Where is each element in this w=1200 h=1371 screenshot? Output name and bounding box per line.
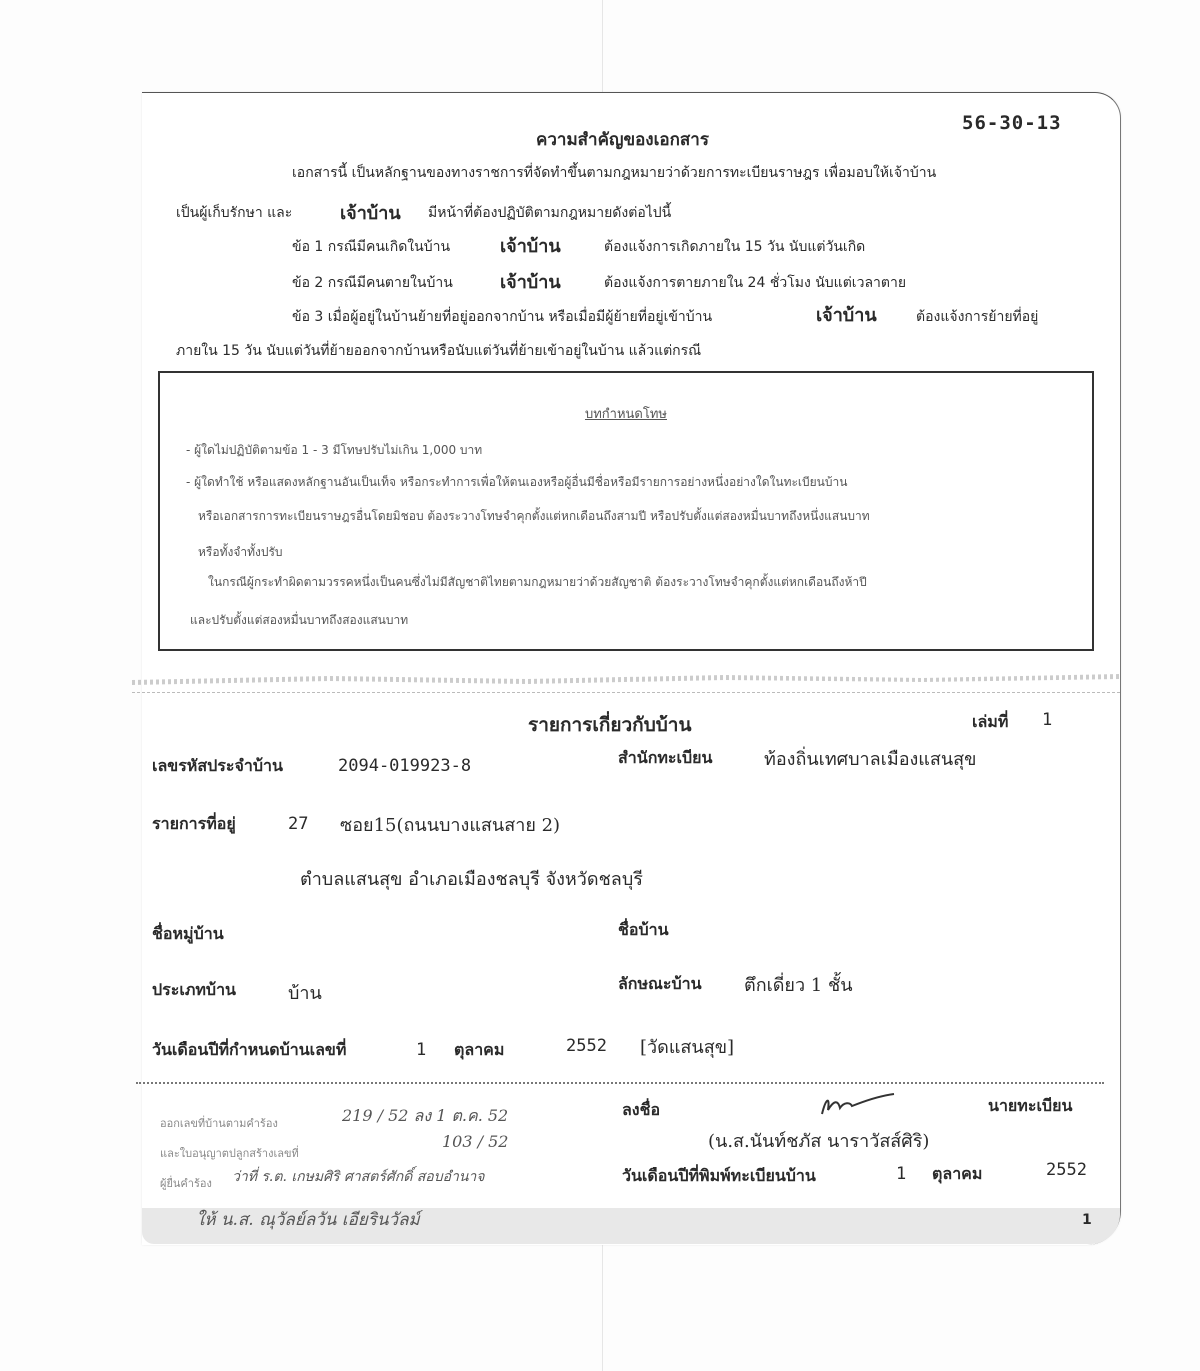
- assign-year: 2552: [566, 1036, 607, 1056]
- document-title: ความสำคัญของเอกสาร: [536, 130, 709, 150]
- penalty-line-6: และปรับตั้งแต่สองหมื่นบาทถึงสองแสนบาท: [190, 613, 409, 627]
- house-style-value: ตึกเดี่ยว 1 ชั้น: [744, 975, 853, 996]
- rule-3-key: เจ้าบ้าน: [816, 305, 877, 326]
- sign-label: ลงชื่อ: [622, 1100, 661, 1119]
- rule-2-text: ข้อ 2 กรณีมีคนตายในบ้าน: [292, 275, 453, 291]
- address-label: รายการที่อยู่: [152, 814, 236, 833]
- print-month: ตุลาคม: [932, 1164, 983, 1183]
- village-label: ชื่อหมู่บ้าน: [152, 924, 224, 943]
- print-year: 2552: [1046, 1160, 1087, 1180]
- rule-3-post: ต้องแจ้งการย้ายที่อยู่: [916, 309, 1039, 325]
- house-type-value: บ้าน: [288, 983, 322, 1004]
- intro-line-2b: เจ้าบ้าน: [340, 203, 401, 224]
- office-label: สำนักทะเบียน: [618, 748, 713, 767]
- assign-date-label: วันเดือนปีที่กำหนดบ้านเลขที่: [152, 1040, 347, 1059]
- intro-line-2a: เป็นผู้เก็บรักษา และ: [176, 205, 293, 221]
- house-type-label: ประเภทบ้าน: [152, 980, 236, 999]
- registrar-signature: [818, 1088, 898, 1120]
- print-day: 1: [896, 1164, 907, 1184]
- assign-day: 1: [416, 1040, 427, 1060]
- rule-3-continuation: ภายใน 15 วัน นับแต่วันที่ย้ายออกจากบ้านหรือนับแต่วันที่ย้ายเข้าอยู่ในบ้าน แล้วแต่กรณี: [176, 343, 702, 359]
- rule-1-text: ข้อ 1 กรณีมีคนเกิดในบ้าน: [292, 239, 451, 255]
- assign-month: ตุลาคม: [454, 1040, 505, 1059]
- registrar-title: นายทะเบียน: [988, 1096, 1073, 1115]
- house-name-label: ชื่อบ้าน: [618, 920, 669, 939]
- address-street: ซอย15(ถนนบางแสนสาย 2): [340, 815, 561, 836]
- penalty-title: บทกำหนดโทษ: [584, 407, 667, 422]
- penalty-line-3: หรือเอกสารการทะเบียนราษฎรอื่นโดยมิชอบ ต้องระวางโทษจำคุกตั้งแต่หกเดือนถึงสามปี หรือปรับตั้งแต่สองหมื่นบาทถึงหนึ่งแสนบาท: [198, 509, 870, 523]
- office-value: ท้องถิ่นเทศบาลเมืองแสนสุข: [764, 749, 977, 770]
- permit-label: และใบอนุญาตปลูกสร้างเลขที่: [160, 1147, 299, 1160]
- house-id-label: เลขรหัสประจำบ้าน: [152, 756, 283, 775]
- permit-value: 103 / 52: [442, 1132, 509, 1151]
- applicant-value: ว่าที่ ร.ต. เกษมศิริ ศาสตร์ศักดิ์ สอบอำนาจ: [232, 1169, 485, 1185]
- book-number: 1: [1042, 710, 1053, 730]
- rule-3-text: ข้อ 3 เมื่อผู้อยู่ในบ้านย้ายที่อยู่ออกจากบ้าน หรือเมื่อมีผู้ย้ายที่อยู่เข้าบ้าน: [292, 309, 713, 325]
- address-line-2: ตำบลแสนสุข อำเภอเมืองชลบุรี จังหวัดชลบุรี: [300, 869, 643, 890]
- document-code: 56-30-13: [962, 112, 1062, 134]
- penalty-line-5: ในกรณีผู้กระทำผิดตามวรรคหนึ่งเป็นคนซึ่งไม่มีสัญชาติไทยตามกฎหมายว่าด้วยสัญชาติ ต้องระวางโทษจำคุกตั้งแต่หกเดือนถึงห้าปี: [208, 575, 867, 589]
- assign-note: [วัดแสนสุข]: [640, 1037, 735, 1058]
- penalty-line-2: - ผู้ใดทำใช้ หรือแสดงหลักฐานอันเป็นเท็จ หรือกระทำการเพื่อให้ตนเองหรือผู้อื่นมีชื่อหรือมีรายการอย่างหนึ่งอย่างใดในทะเบียนบ้าน: [186, 475, 848, 489]
- house-section-title: รายการเกี่ยวกับบ้าน: [528, 714, 692, 736]
- book-label: เล่มที่: [972, 712, 1009, 731]
- rule-1-post: ต้องแจ้งการเกิดภายใน 15 วัน นับแต่วันเกิด: [604, 239, 866, 255]
- house-style-label: ลักษณะบ้าน: [618, 974, 702, 993]
- house-registration-page: [142, 92, 1121, 1245]
- request-label: ออกเลขที่บ้านตามคำร้อง: [160, 1117, 278, 1130]
- intro-line-2c: มีหน้าที่ต้องปฏิบัติตามกฎหมายดังต่อไปนี้: [428, 205, 672, 221]
- penalty-line-1: - ผู้ใดไม่ปฏิบัติตามข้อ 1 - 3 มีโทษปรับไม่เกิน 1,000 บาท: [186, 443, 483, 457]
- request-value: 219 / 52 ลง 1 ต.ค. 52: [342, 1106, 509, 1125]
- rule-1-key: เจ้าบ้าน: [500, 236, 561, 257]
- house-id-value: 2094-019923-8: [338, 756, 472, 776]
- print-date-label: วันเดือนปีที่พิมพ์ทะเบียนบ้าน: [622, 1166, 816, 1185]
- page-number: 1: [1082, 1212, 1092, 1228]
- rule-2-key: เจ้าบ้าน: [500, 272, 561, 293]
- applicant-label: ผู้ยื่นคำร้อง: [160, 1177, 212, 1190]
- address-number: 27: [288, 814, 309, 834]
- handwritten-note: ให้ น.ส. ณุวัลย์ลวัน เอียรินวัลม์: [196, 1210, 420, 1230]
- rule-2-post: ต้องแจ้งการตายภายใน 24 ชั่วโมง นับแต่เวลาตาย: [604, 275, 907, 291]
- cut-line: [132, 692, 1120, 693]
- registrar-name: (น.ส.นันท์ชภัส นาราวัสส์ศิริ): [708, 1131, 930, 1152]
- intro-line-1: เอกสารนี้ เป็นหลักฐานของทางราชการที่จัดทำขึ้นตามกฎหมายว่าด้วยการทะเบียนราษฎร เพื่อมอบให้เจ้าบ้าน: [292, 165, 937, 181]
- penalty-line-4: หรือทั้งจำทั้งปรับ: [198, 545, 283, 559]
- dotted-separator: [136, 1082, 1104, 1084]
- penalty-box: [158, 371, 1094, 651]
